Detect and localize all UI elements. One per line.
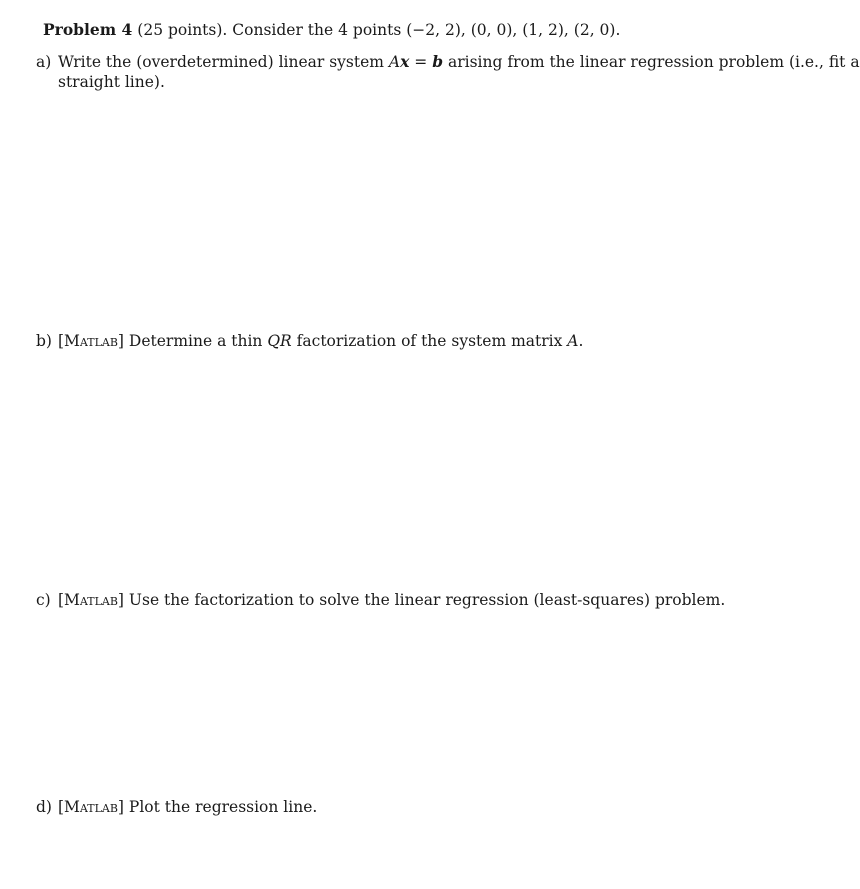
part-a-math-b: b — [432, 52, 444, 71]
part-b-math-A: A — [567, 332, 579, 350]
part-a-text-before: Write the (overdetermined) linear system — [58, 53, 384, 71]
part-d-label: d) — [36, 798, 52, 816]
part-a-label: a) — [36, 53, 52, 71]
part-a — [36, 52, 860, 72]
part-a-math-x: x — [400, 52, 410, 71]
part-d — [36, 797, 317, 817]
part-b-text-mid: factorization of the system matrix — [296, 332, 563, 350]
part-d-tag: [Matlab] — [58, 798, 124, 816]
part-a-math-eq: = — [409, 53, 433, 71]
part-a-continuation: straight line). — [58, 73, 165, 91]
part-b-text-end: . — [578, 332, 584, 350]
problem-points-list: (−2, 2), (0, 0), (1, 2), (2, 0). — [406, 21, 621, 39]
problem-title: Problem 4 — [43, 20, 133, 39]
part-b — [36, 331, 583, 351]
part-a-text-after: arising from the linear regression problem (i.e., fit a — [448, 53, 860, 71]
part-b-label: b) — [36, 332, 52, 350]
part-c — [36, 590, 725, 610]
part-b-text-before: Determine a thin — [128, 332, 263, 350]
part-c-tag: [Matlab] — [58, 591, 124, 609]
part-a-math-A: A — [388, 53, 401, 71]
part-b-math-QR: QR — [267, 332, 292, 350]
problem-intro: Consider the 4 points — [232, 21, 402, 39]
problem-header — [43, 20, 620, 40]
part-c-label: c) — [36, 591, 51, 609]
part-b-tag: [Matlab] — [58, 332, 124, 350]
part-c-text: Use the factorization to solve the linear regression (least-squares) problem. — [128, 591, 726, 609]
part-d-text: Plot the regression line. — [128, 798, 318, 816]
problem-points: (25 points). — [137, 21, 228, 39]
